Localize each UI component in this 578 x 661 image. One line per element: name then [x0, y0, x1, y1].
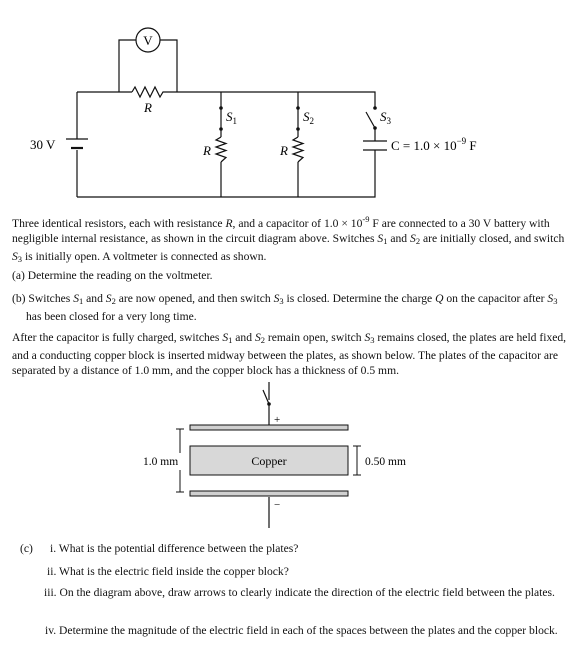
battery-label: 30 V: [30, 137, 56, 152]
question-a: (a) Determine the reading on the voltmeter.: [12, 269, 213, 282]
question-c-iii: iii. On the diagram above, draw arrows to clearly indicate the direction of the electric field between the plates.: [44, 586, 555, 599]
plus-sign: +: [274, 414, 281, 426]
voltmeter-label: V: [143, 33, 153, 48]
capacitor-value-label: $C = 1.0 \times 10^{-9}$ F: [391, 136, 477, 153]
switch-s3-contact-bottom: [373, 126, 377, 130]
switch-s3-label: $S_3$: [380, 109, 391, 126]
capacitor-copper-diagram: [0, 382, 578, 542]
switch-s1-contact-bottom: [219, 127, 223, 131]
copper-label: Copper: [251, 454, 287, 468]
switch-s2-contact-bottom: [296, 127, 300, 131]
switch-s2-label: $S_2$: [303, 109, 314, 126]
thickness-dimension-label: 0.50 mm: [365, 456, 406, 468]
question-c-i: i. What is the potential difference between the plates?: [50, 542, 299, 555]
minus-sign: −: [274, 499, 281, 511]
top-switch-blade: [263, 390, 269, 404]
question-c-ii: ii. What is the electric field inside the copper block?: [47, 565, 289, 578]
resistor-s1-label: R: [203, 143, 211, 158]
resistor-s1: [216, 137, 226, 162]
question-c-label: (c): [20, 542, 33, 555]
copper-block-paragraph: After the capacitor is fully charged, switches $S_1$ and $S_2$ remain open, switch $S_3$ remains closed, the plates are held fixed, and a conducting copper block is inserted midway between the plates, as shown below. The plates of the capacitor are separated by a distance of 1.0 mm, and the copper block has a thickness of 0.5 mm.: [12, 331, 567, 377]
switch-s1-contact-top: [219, 106, 223, 110]
switch-s1-label: $S_1$: [226, 109, 237, 126]
switch-s3-blade: [366, 112, 375, 128]
question-c-iv: iv. Determine the magnitude of the electric field in each of the spaces between the plates and the copper block.: [45, 624, 558, 637]
circuit-diagram: [0, 0, 578, 210]
question-b: (b) Switches $S_1$ and $S_2$ are now opened, and then switch $S_3$ is closed. Determine the charge Q on the capacitor after $S_3$ has been closed for a very long time.: [12, 292, 558, 323]
top-wire: [77, 92, 375, 108]
bottom-plate: [190, 491, 348, 496]
switch-s3-contact-top: [373, 106, 377, 110]
resistor-s2-label: R: [280, 143, 288, 158]
intro-paragraph: Three identical resistors, each with resistance R, and a capacitor of $1.0 \times 10^{-9}$ F are connected to a 30 V battery with negligible internal resistance, as shown in the circuit diagram above. Switches $S_1$ and $S_2$ are initially closed, and switch $S_3$ is initially open. A voltmeter is connected as shown.: [12, 214, 565, 264]
resistor-top-label: R: [144, 100, 152, 115]
top-plate: [190, 425, 348, 430]
resistor-top: [132, 87, 166, 97]
resistor-s2: [293, 137, 303, 162]
gap-dimension-label: 1.0 mm: [143, 456, 179, 468]
switch-s2-contact-top: [296, 106, 300, 110]
top-switch-contact: [267, 402, 271, 406]
